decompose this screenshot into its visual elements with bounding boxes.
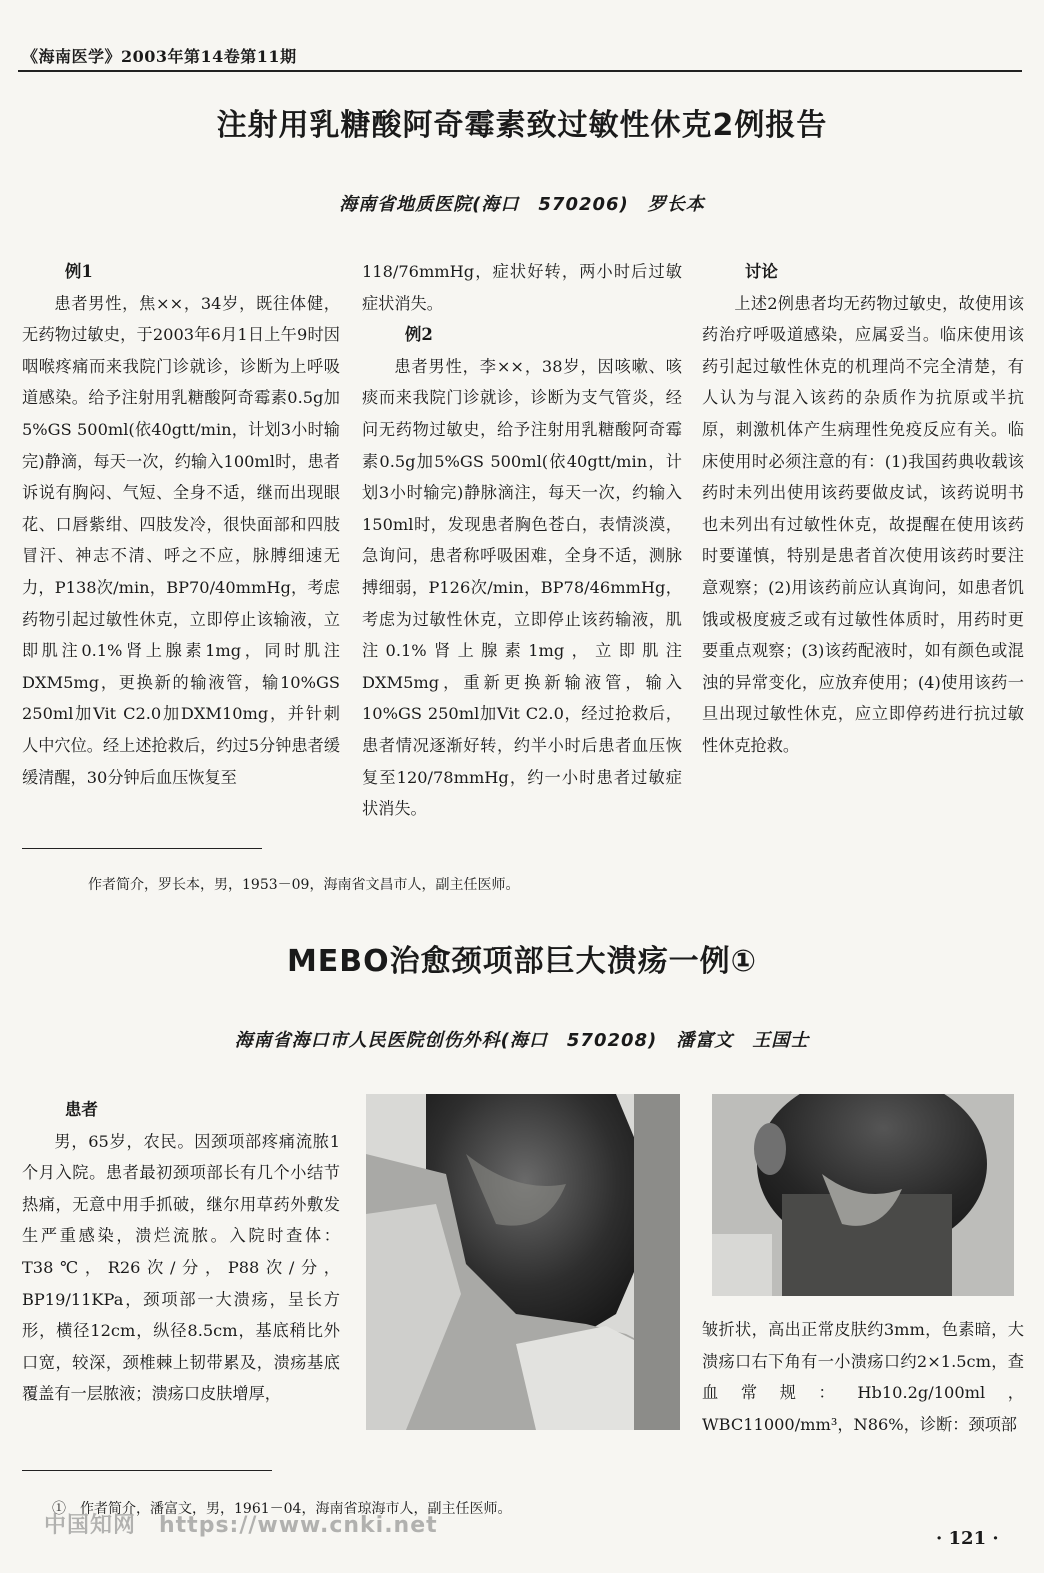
page-number: · 121 · bbox=[936, 1528, 999, 1549]
case1-heading: 例1 bbox=[64, 262, 93, 281]
cnki-watermark: 中国知网 https://www.cnki.net bbox=[44, 1513, 438, 1538]
case2-heading: 例2 bbox=[404, 325, 433, 345]
case1-text: 患者男性，焦××，34岁，既往体健，无药物过敏史，于2003年6月1日上午9时因咽喉疼痛而来我院门诊就诊，诊断为上呼吸道感染。给予注射用乳糖酸阿奇霉素0.5g加5%GS 500ml(依40gtt/min，计划3小时输完)静滴，每天一次，约输入100ml时，患者诉说有胸闷、气短、全身不适，继而出现眼花、口唇紫绀、四肢发冷，很快面部和四肢冒汗、神志不清、呼之不应，脉膊细速无力，P138次/min，BP70/40mmHg，考虑药物引起过敏性休克，立即停止该输液，立即肌注0.1%肾上腺素1mg，同时肌注DXM5mg，更换新的输液管，输10%GS 250ml加Vit C2.0加DXM10mg，并针刺人中穴位。经上述抢救后，约过5分钟患者缓缓清醒，30分钟后血压恢复至 bbox=[22, 293, 340, 787]
running-head: 《海南医学》2003年第14卷第11期 bbox=[22, 47, 297, 66]
article2-affiliation: 海南省海口市人民医院创伤外科(海口 570208) 潘富文 王国士 bbox=[234, 1030, 810, 1051]
case2-text: 患者男性，李××，38岁，因咳嗽、咳痰而来我院门诊就诊，诊断为支气管炎，经问无药物过敏史，给予注射用乳糖酸阿奇霉素0.5g加5%GS 500ml(依40gtt/min，计划3小时输完)静脉滴注，每天一次，约输入150ml时，发现患者胸色苍白，表情淡漠，急询问，患者称呼吸困难，全身不适，测脉搏细弱，P126次/min，BP78/46mmHg，考虑为过敏性休克，立即停止该药输液，肌注0.1%肾上腺素1mg，立即肌注DXM5mg，重新更换新输液管，输入10%GS 250ml加Vit C2.0，经过抢救后，患者情况逐渐好转，约半小时后患者血压恢复至120/78mmHg，约一小时患者过敏症状消失。 bbox=[362, 356, 682, 819]
article1-column-2 bbox=[362, 256, 682, 825]
article2-column-2 bbox=[702, 1314, 1024, 1440]
patient-heading: 患者 bbox=[64, 1100, 98, 1119]
header-rule bbox=[18, 70, 1022, 72]
article2-title: MEBO治愈颈项部巨大溃疡一例① bbox=[286, 944, 758, 979]
discussion-text: 上述2例患者均无药物过敏史，故使用该药治疗呼吸道感染，应属妥当。临床使用该药引起过敏性休克的机理尚不完全清楚，有人认为与混入该药的杂质作为抗原或半抗原，刺激机体产生病理性免疫反应有关。临床使用时必须注意的有：(1)我国药典收载该药时未列出使用该药要做皮试，该药说明书也未列出有过敏性休克，故提醒在使用该药时要谨慎，特别是患者首次使用该药时要注意观察；(2)用该药前应认真询问，如患者饥饿或极度疲乏或有过敏性体质时，用药时更要重点观察；(3)该药配液时，如有颜色或混浊的异常变化，应放弃使用；(4)使用该药一旦出现过敏性休克，应立即停药进行抗过敏性休克抢救。 bbox=[702, 293, 1024, 755]
clinical-photo-2 bbox=[712, 1094, 1014, 1296]
article1-footnote: 作者简介，罗长本，男，1953－09，海南省文昌市人，副主任医师。 bbox=[88, 877, 520, 893]
article1-affiliation: 海南省地质医院(海口 570206) 罗长本 bbox=[339, 194, 705, 215]
patient-continuation: 皱折状，高出正常皮肤约3mm，色素暗，大溃疡口右下角有一小溃疡口约2×1.5cm，查血常规：Hb10.2g/100ml，WBC11000/mm³，N86%，诊断：颈项部 bbox=[702, 1320, 1024, 1434]
case1-continuation: 118/76mmHg，症状好转，两小时后过敏症状消失。 bbox=[362, 262, 682, 313]
article2-footnote: ① 作者简介，潘富文，男，1961－04，海南省琼海市人，副主任医师。 bbox=[52, 1501, 512, 1517]
article1-column-3 bbox=[702, 256, 1024, 762]
article1-title: 注射用乳糖酸阿奇霉素致过敏性休克2例报告 bbox=[216, 108, 828, 143]
article2-column-1 bbox=[22, 1094, 340, 1410]
footnote-rule-2 bbox=[22, 1470, 272, 1471]
patient-text: 男，65岁，农民。因颈项部疼痛流脓1个月入院。患者最初颈项部长有几个小结节热痛，无意中用手抓破，继尔用草药外敷发生严重感染，溃烂流脓。入院时查体：T38℃，R26次/分，P88次/分，BP19/11KPa，颈项部一大溃疡，呈长方形，横径12cm，纵径8.5cm，基底稍比外口宽，较深，颈椎棘上韧带累及，溃疡基底覆盖有一层脓液；溃疡口皮肤增厚， bbox=[22, 1131, 340, 1404]
footnote-rule bbox=[22, 848, 262, 849]
clinical-photo-1 bbox=[366, 1094, 680, 1430]
article1-column-1 bbox=[22, 256, 340, 793]
discussion-heading: 讨论 bbox=[744, 262, 778, 281]
